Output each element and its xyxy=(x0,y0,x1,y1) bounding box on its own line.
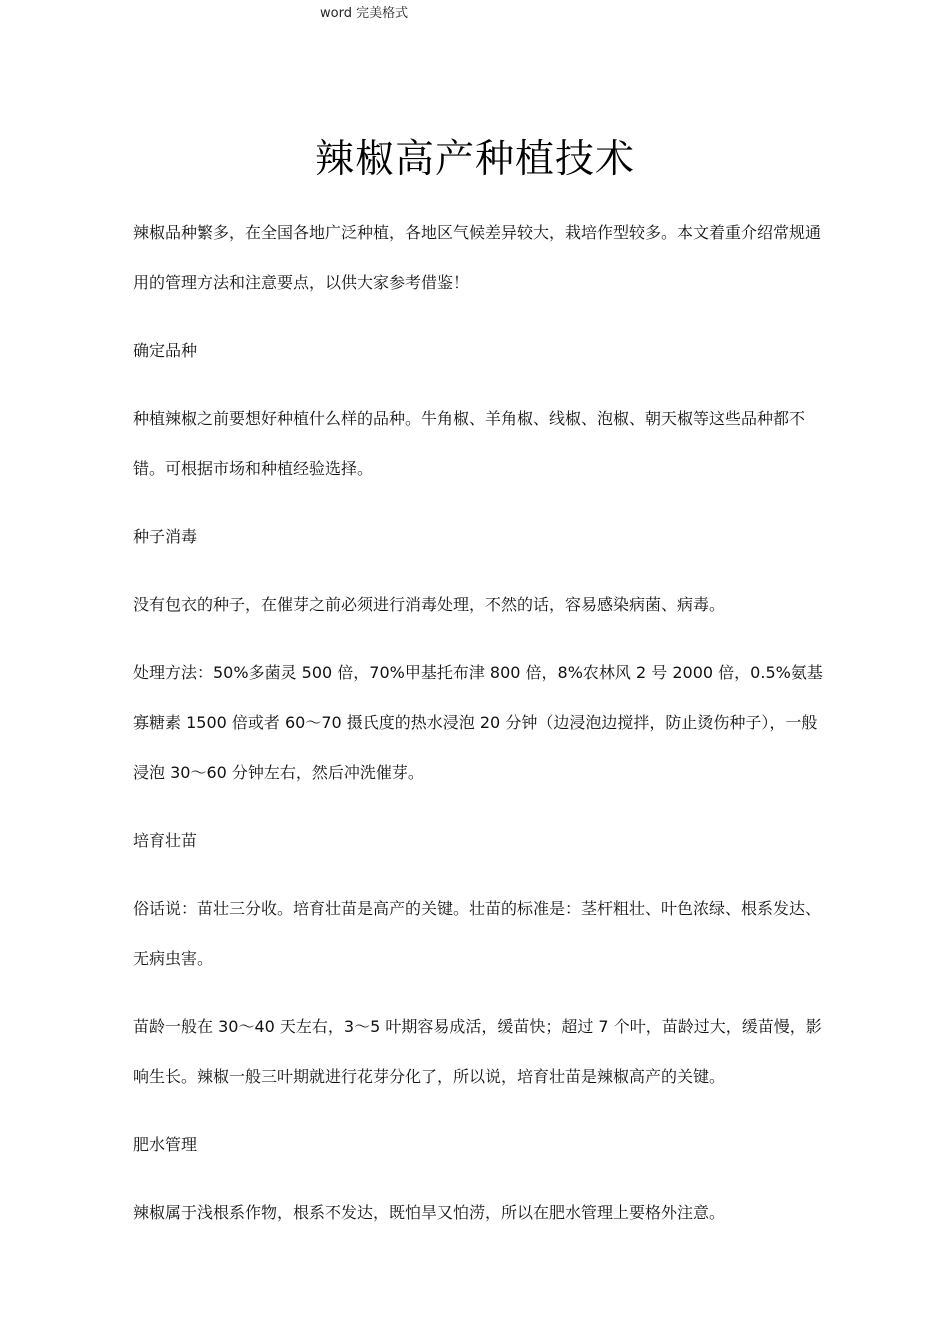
section-heading-seedlings: 培育壮苗 xyxy=(133,831,198,850)
document-body xyxy=(133,208,833,1256)
paragraph-seed-disinfection: 没有包衣的种子，在催芽之前必须进行消毒处理，不然的话，容易感染病菌、病毒。 xyxy=(133,595,726,614)
paragraph-variety: 种植辣椒之前要想好种植什么样的品种。牛角椒、羊角椒、线椒、泡椒、朝天椒等这些品种都不错。可根据市场和种植经验选择。 xyxy=(133,409,806,478)
intro-paragraph: 辣椒品种繁多，在全国各地广泛种植，各地区气候差异较大，栽培作型较多。本文着重介绍常规通用的管理方法和注意要点，以供大家参考借鉴！ xyxy=(133,223,822,292)
header-note: word 完美格式 xyxy=(320,6,409,21)
section-heading-seed-disinfection: 种子消毒 xyxy=(133,527,198,546)
paragraph-seedling-standard: 俗话说：苗壮三分收。培育壮苗是高产的关键。壮苗的标准是：茎杆粗壮、叶色浓绿、根系发达、无病虫害。 xyxy=(133,899,822,968)
paragraph-fertilizer-water: 辣椒属于浅根系作物，根系不发达，既怕旱又怕涝，所以在肥水管理上要格外注意。 xyxy=(133,1203,726,1222)
paragraph-treatment-method: 处理方法：50%多菌灵 500 倍，70%甲基托布津 800 倍，8%农林风 2 号 2000 倍，0.5%氨基寡糖素 1500 倍或者 60～70 摄氏度的热水浸泡 20 分钟（边浸泡边搅拌，防止烫伤种子），一般浸泡 30～60 分钟左右，然后冲洗催芽。 xyxy=(133,663,823,782)
section-heading-fertilizer-water: 肥水管理 xyxy=(133,1135,198,1154)
paragraph-seedling-age: 苗龄一般在 30～40 天左右，3～5 叶期容易成活，缓苗快；超过 7 个叶，苗龄过大，缓苗慢，影响生长。辣椒一般三叶期就进行花芽分化了，所以说，培育壮苗是辣椒高产的关键。 xyxy=(133,1017,822,1086)
document-title: 辣椒高产种植技术 xyxy=(314,137,635,182)
section-heading-variety: 确定品种 xyxy=(133,341,198,360)
